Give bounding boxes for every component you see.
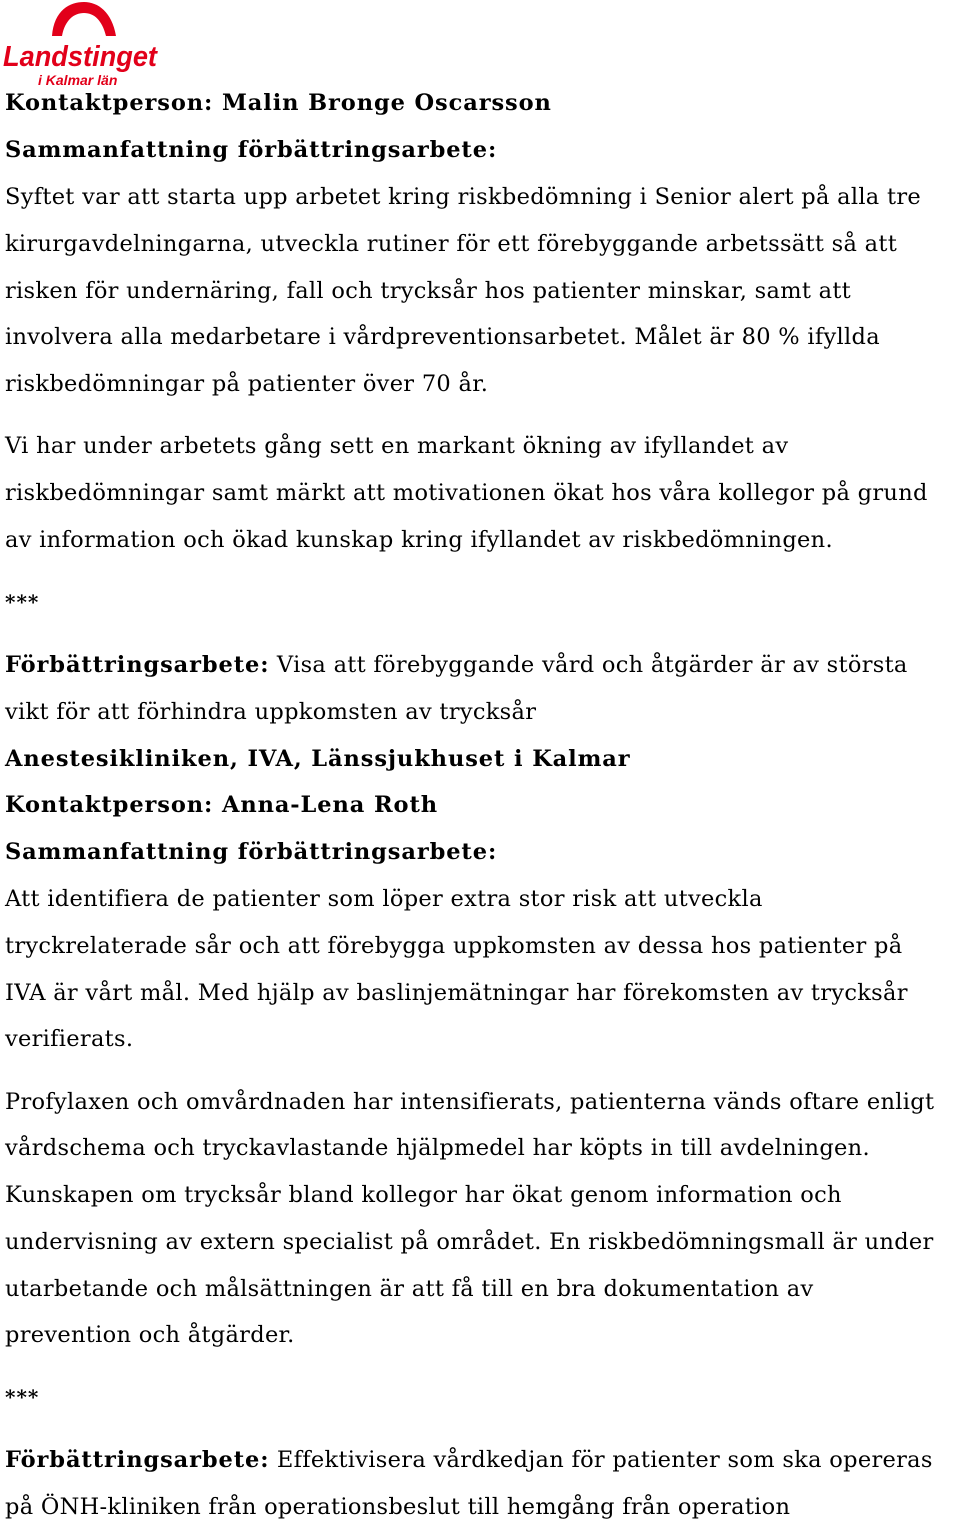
summary-line: Att identifiera de patienter som löper extra stor risk att utveckla: [5, 886, 763, 912]
landstinget-logo: [2, 2, 160, 88]
summary-line: involvera alla medarbetare i vårdpreventionsarbetet. Målet är 80 % ifyllda: [5, 324, 880, 350]
summary-line: tryckrelaterade sår och att förebygga uppkomsten av dessa hos patienter på: [5, 933, 903, 959]
summary-line: riskbedömningar på patienter över 70 år.: [5, 371, 489, 397]
summary-line: IVA är vårt mål. Med hjälp av baslinjemätningar har förekomsten av trycksår: [5, 980, 908, 1006]
improvement-title: [5, 1449, 933, 1472]
logo-arc: [52, 2, 116, 36]
result-line: Kunskapen om trycksår bland kollegor har ökat genom information och: [5, 1182, 842, 1208]
section-separator: ***: [5, 590, 40, 614]
svg-text:Landstinget: Landstinget: [3, 41, 159, 73]
result-line: prevention och åtgärder.: [5, 1322, 295, 1348]
result-line: av information och ökad kunskap kring ifyllandet av riskbedömningen.: [5, 527, 833, 553]
summary-heading: Sammanfattning förbättringsarbete:: [5, 137, 498, 163]
clinic-name: Anestesikliniken, IVA, Länssjukhuset i Kalmar: [5, 746, 631, 772]
improvement-title-text: Effektivisera vårdkedjan för patienter som ska opereras: [269, 1447, 933, 1473]
result-line: Vi har under arbetets gång sett en markant ökning av ifyllandet av: [5, 433, 789, 459]
result-line: riskbedömningar samt märkt att motivationen ökat hos våra kollegor på grund: [5, 480, 928, 506]
result-line: utarbetande och målsättningen är att få till en bra dokumentation av: [5, 1276, 814, 1302]
improvement-title-line: vikt för att förhindra uppkomsten av trycksår: [5, 699, 537, 725]
contact-person: Kontaktperson: Anna-Lena Roth: [5, 792, 439, 818]
improvement-title: [5, 654, 908, 677]
improvement-title-line: på ÖNH-kliniken från operationsbeslut till hemgång från operation: [5, 1494, 791, 1520]
section-separator: ***: [5, 1385, 40, 1409]
result-line: undervisning av extern specialist på området. En riskbedömningsmall är under: [5, 1229, 934, 1255]
result-line: Profylaxen och omvårdnaden har intensifierats, patienterna vänds oftare enligt: [5, 1089, 935, 1115]
summary-line: Syftet var att starta upp arbetet kring riskbedömning i Senior alert på alla tre: [5, 184, 921, 210]
summary-line: kirurgavdelningarna, utveckla rutiner för ett förebyggande arbetssätt så att: [5, 231, 898, 257]
improvement-label: Förbättringsarbete:: [5, 1447, 270, 1473]
summary-line: verifierats.: [5, 1026, 134, 1052]
svg-text:i Kalmar län: i Kalmar län: [38, 72, 118, 88]
summary-line: risken för undernäring, fall och trycksår hos patienter minskar, samt att: [5, 278, 852, 304]
improvement-label: Förbättringsarbete:: [5, 652, 270, 678]
summary-heading: Sammanfattning förbättringsarbete:: [5, 839, 498, 865]
result-line: vårdschema och tryckavlastande hjälpmedel har köpts in till avdelningen.: [5, 1135, 870, 1161]
improvement-title-text: Visa att förebyggande vård och åtgärder är av största: [269, 652, 908, 678]
contact-person: Kontaktperson: Malin Bronge Oscarsson: [5, 90, 552, 116]
